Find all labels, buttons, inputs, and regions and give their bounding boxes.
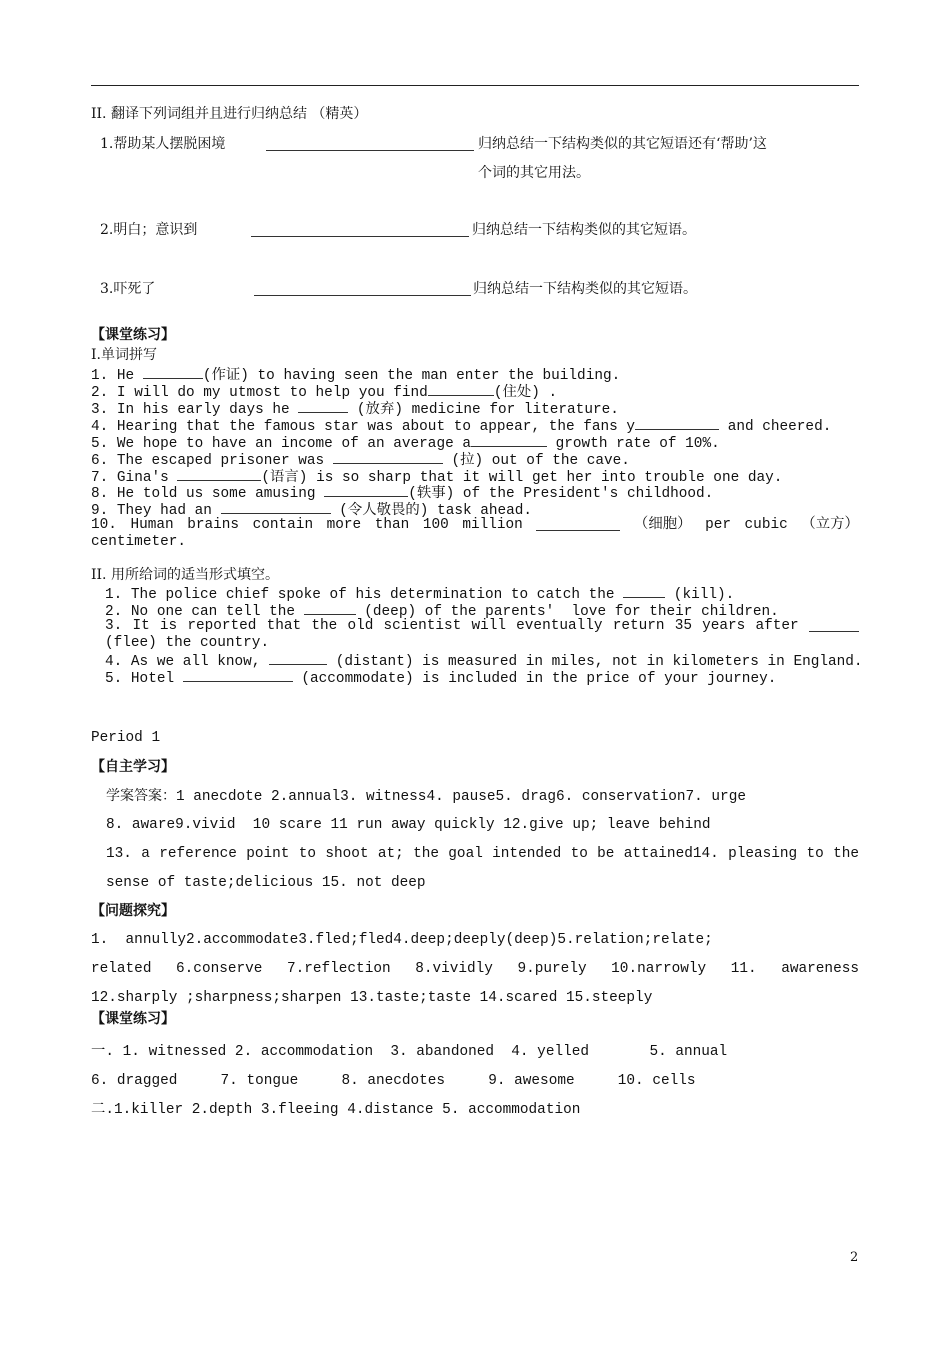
answer-blank[interactable] xyxy=(254,282,471,296)
spelling-title: I.单词拼写 xyxy=(91,347,157,363)
answer-blank[interactable] xyxy=(251,223,469,237)
answers-line: 学案答案：1 anecdote 2.annual3. witness4. pause5. drag6. conservation7. urge xyxy=(106,788,746,805)
section-heading: 【问题探究】 xyxy=(91,903,175,919)
spelling-item: 3. In his early days he (放弃) medicine for literature. xyxy=(91,399,619,419)
fill-item: 4. As we all know, (distant) is measured in miles, not in kilometers in England. xyxy=(105,651,863,671)
section-heading: 【自主学习】 xyxy=(91,759,175,775)
practice-line: 6. dragged 7. tongue 8. anecdotes 9. awesome 10. cells xyxy=(91,1073,696,1089)
section-heading: 【课堂练习】 xyxy=(91,1011,175,1027)
spelling-item: 7. Gina's (语言) is so sharp that it will get her into trouble one day. xyxy=(91,467,782,487)
fill-item: 5. Hotel (accommodate) is included in the price of your journey. xyxy=(105,668,776,688)
spelling-item: 2. I will do my utmost to help you find (住处) . xyxy=(91,382,557,402)
spelling-item-10-cont: centimeter. xyxy=(91,534,186,550)
spelling-item: 8. He told us some amusing (轶事) of the President's childhood. xyxy=(91,483,713,503)
spelling-item: 6. The escaped prisoner was (拉) out of the cave. xyxy=(91,450,630,470)
fill-item-3: 3. It is reported that the old scientist will eventually return 35 years after xyxy=(105,618,859,635)
phrase-note: 归纳总结一下结构类似的其它短语。 xyxy=(473,281,697,297)
phrase-3: 3.吓死了 xyxy=(100,281,156,297)
phrase-1: 1.帮助某人摆脱困境 xyxy=(100,136,226,152)
header-rule xyxy=(91,85,859,86)
fill-title: II. 用所给词的适当形式填空。 xyxy=(91,567,279,583)
spelling-item: 9. They had an (令人敬畏的) task ahead. xyxy=(91,500,532,520)
section-heading: 【课堂练习】 xyxy=(91,327,175,343)
phrase-note: 归纳总结一下结构类似的其它短语还有‘帮助’这 xyxy=(478,136,767,152)
page-number: 2 xyxy=(850,1250,859,1265)
spelling-item-10: 10. Human brains contain more than 100 million （细胞） per cubic （立方） xyxy=(91,517,859,533)
fill-item: 2. No one can tell the (deep) of the parents' love for their children. xyxy=(105,601,779,621)
phrase-note: 归纳总结一下结构类似的其它短语。 xyxy=(472,222,696,238)
phrase-note: 个词的其它用法。 xyxy=(478,165,590,181)
inquiry-line: 1. annully2.accommodate3.fled;fled4.deep;deeply(deep)5.relation;relate; xyxy=(91,932,713,948)
phrase-2: 2.明白；意识到 xyxy=(100,222,198,238)
inquiry-line: related 6.conserve 7.reflection 8.vividly 9.purely 10.narrowly 11. awareness xyxy=(91,961,859,977)
answers-line: 8. aware9.vivid 10 scare 11 run away quickly 12.give up; leave behind xyxy=(106,817,711,833)
inquiry-line: 12.sharply ;sharpness;sharpen 13.taste;taste 14.scared 15.steeply xyxy=(91,990,653,1006)
fill-item: 1. The police chief spoke of his determination to catch the (kill). xyxy=(105,584,734,604)
practice-line: 二.1.killer 2.depth 3.fleeing 4.distance 5. accommodation xyxy=(91,1102,581,1118)
answer-blank[interactable] xyxy=(266,137,474,151)
spelling-item: 1. He (作证) to having seen the man enter the building. xyxy=(91,365,620,385)
answers-line: sense of taste;delicious 15. not deep xyxy=(106,875,426,891)
spelling-item: 4. Hearing that the famous star was about to appear, the fans y and cheered. xyxy=(91,416,831,436)
section-title: II. 翻译下列词组并且进行归纳总结 （精英） xyxy=(91,106,368,122)
spelling-item: 5. We hope to have an income of an average a growth rate of 10%. xyxy=(91,433,720,453)
period-title: Period 1 xyxy=(91,730,161,746)
practice-line: 一. 1. witnessed 2. accommodation 3. abandoned 4. yelled 5. annual xyxy=(91,1044,728,1060)
answers-line: 13. a reference point to shoot at; the goal intended to be attained14. pleasing to the xyxy=(106,846,859,862)
fill-item-3-cont: (flee) the country. xyxy=(105,635,270,651)
